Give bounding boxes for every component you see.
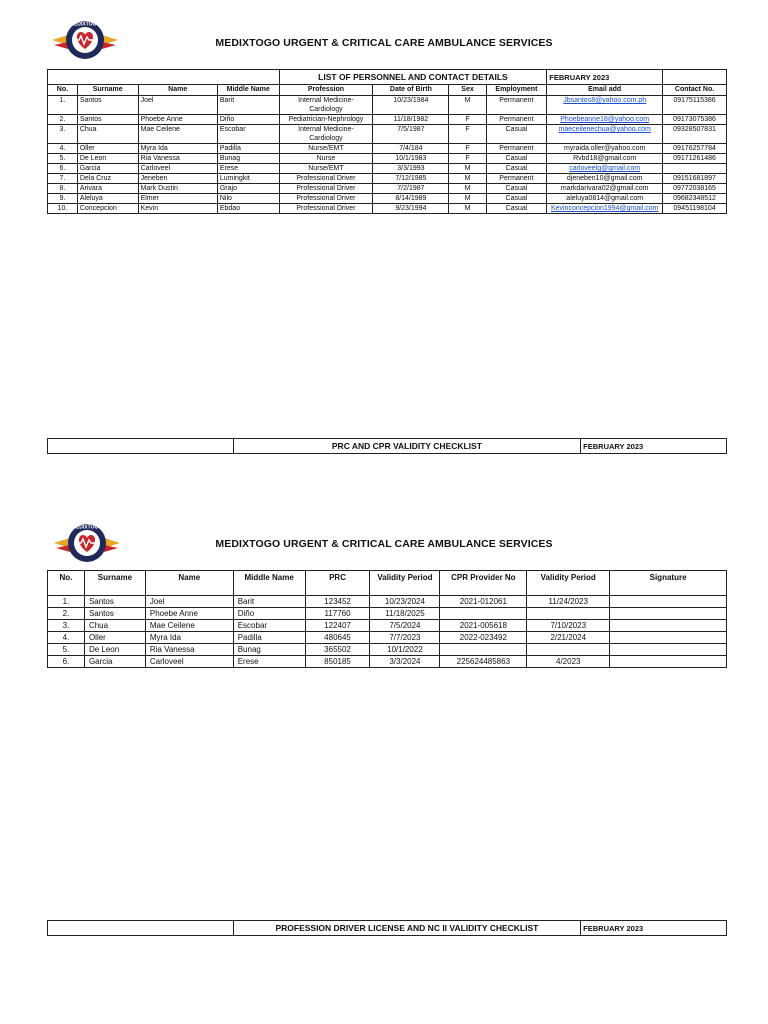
cell-name: Joel <box>138 96 217 115</box>
cell-validity: 7/7/2023 <box>370 632 440 644</box>
cell-no: 2. <box>48 608 85 620</box>
cell-surname: De Leon <box>77 154 138 164</box>
col-header: Employment <box>486 85 547 96</box>
col-header: Contact No. <box>663 85 727 96</box>
col-header: CPR Provider No <box>440 571 527 596</box>
prc-checklist-date: FEBRUARY 2023 <box>581 439 727 454</box>
cell-dob: 7/4/184 <box>373 144 449 154</box>
cell-name: Ria Vanessa <box>138 154 217 164</box>
cell-email: aleluya0814@gmail.com <box>547 194 663 204</box>
cell-cpr_validity <box>527 644 610 656</box>
cell-no: 5. <box>48 154 78 164</box>
col-header: Middle Name <box>233 571 305 596</box>
cell-profession: Professional Driver <box>279 204 373 214</box>
prc-checklist-banner <box>47 438 727 454</box>
cell-surname: Santos <box>77 115 138 125</box>
cell-middle: Diño <box>217 115 279 125</box>
cell-profession: Nurse/EMT <box>279 144 373 154</box>
signature-cell <box>610 656 727 668</box>
cell-name: Phoebe Anne <box>138 115 217 125</box>
cell-name: Myra Ida <box>138 144 217 154</box>
cell-middle: Grajo <box>217 184 279 194</box>
cell-profession: Internal Medicine-Cardiology <box>279 125 373 144</box>
col-header: Email add <box>547 85 663 96</box>
svg-text:MEDIXTOGO: MEDIXTOGO <box>71 524 103 531</box>
personnel-date: FEBRUARY 2023 <box>547 70 663 85</box>
cell-prc: 850185 <box>305 656 370 668</box>
cell-sex: F <box>449 115 486 125</box>
cell-surname: Chua <box>77 125 138 144</box>
cell-sex: F <box>449 144 486 154</box>
prc-header-row <box>48 571 727 596</box>
cell-name: Carloveel <box>138 164 217 174</box>
table-row <box>48 608 727 620</box>
cell-email: Rvbd18@gmail.com <box>547 154 663 164</box>
organization-title: MEDIXTOGO URGENT & CRITICAL CARE AMBULANCE SERVICES <box>215 538 553 550</box>
cell-dob: 9/23/1994 <box>373 204 449 214</box>
cell-no: 3. <box>48 125 78 144</box>
cell-name: Elmer <box>138 194 217 204</box>
cell-employment: Casual <box>486 164 547 174</box>
organization-title: MEDIXTOGO URGENT & CRITICAL CARE AMBULANCE SERVICES <box>215 37 553 49</box>
cell-name: Ria Vanessa <box>145 644 233 656</box>
driver-checklist-date: FEBRUARY 2023 <box>581 921 727 936</box>
cell-middle: Bunag <box>233 644 305 656</box>
email-link[interactable]: carloveelg@gmail.com <box>547 164 663 174</box>
cell-cpr <box>440 644 527 656</box>
cell-profession: Professional Driver <box>279 174 373 184</box>
cell-middle: Erese <box>217 164 279 174</box>
cell-no: 9. <box>48 194 78 204</box>
cell-cpr_validity: 7/10/2023 <box>527 620 610 632</box>
cell-sex: F <box>449 154 486 164</box>
cell-middle: Diño <box>233 608 305 620</box>
cell-name: Joel <box>145 596 233 608</box>
cell-middle: Barit <box>217 96 279 115</box>
cell-email: djeneben10@gmail.com <box>547 174 663 184</box>
cell-cpr: 2021-005618 <box>440 620 527 632</box>
table-row <box>48 125 727 144</box>
table-row <box>48 144 727 154</box>
cell-contact: 09175115386 <box>663 96 727 115</box>
cell-no: 6. <box>48 656 85 668</box>
cell-employment: Permanent <box>486 144 547 154</box>
cell-no: 8. <box>48 184 78 194</box>
cell-middle: Padilla <box>233 632 305 644</box>
cell-sex: M <box>449 164 486 174</box>
cell-surname: Santos <box>77 96 138 115</box>
cell-contact: 09173075386 <box>663 115 727 125</box>
cell-no: 4. <box>48 632 85 644</box>
col-header: Name <box>138 85 217 96</box>
cell-middle: Escobar <box>233 620 305 632</box>
prc-checklist-title: PRC AND CPR VALIDITY CHECKLIST <box>233 439 580 454</box>
col-header: Sex <box>449 85 486 96</box>
cell-name: Phoebe Anne <box>145 608 233 620</box>
cell-dob: 7/5/1987 <box>373 125 449 144</box>
cell-name: Mae Ceilene <box>145 620 233 632</box>
cell-middle: Nilo <box>217 194 279 204</box>
signature-cell <box>610 620 727 632</box>
cell-name: Myra Ida <box>145 632 233 644</box>
cell-sex: M <box>449 174 486 184</box>
cell-employment: Casual <box>486 194 547 204</box>
table-row <box>48 194 727 204</box>
cell-surname: Santos <box>84 608 145 620</box>
col-header: Validity Period <box>527 571 610 596</box>
cell-contact: 09772038165 <box>663 184 727 194</box>
cell-employment: Casual <box>486 204 547 214</box>
cell-email: markdarivara02@gmail.com <box>547 184 663 194</box>
cell-name: Kevin <box>138 204 217 214</box>
cell-name: Carloveel <box>145 656 233 668</box>
cell-profession: Pediatrician-Nephrology <box>279 115 373 125</box>
cell-no: 10. <box>48 204 78 214</box>
email-link[interactable]: Jbsantos8@yahoo.com.ph <box>547 96 663 115</box>
cell-middle: Bunag <box>217 154 279 164</box>
cell-no: 7. <box>48 174 78 184</box>
table-row <box>48 632 727 644</box>
cell-contact: 09171261486 <box>663 154 727 164</box>
cell-profession: Nurse <box>279 154 373 164</box>
cell-dob: 3/3/1993 <box>373 164 449 174</box>
svg-text:MEDIXTOGO: MEDIXTOGO <box>69 21 101 28</box>
table-row <box>48 620 727 632</box>
driver-checklist-title: PROFESSION DRIVER LICENSE AND NC II VALIDITY CHECKLIST <box>233 921 580 936</box>
cell-profession: Internal Medicine-Cardiology <box>279 96 373 115</box>
cell-profession: Professional Driver <box>279 194 373 204</box>
cell-validity: 10/23/2024 <box>370 596 440 608</box>
cell-surname: Oller <box>84 632 145 644</box>
cell-prc: 123452 <box>305 596 370 608</box>
cell-prc: 117760 <box>305 608 370 620</box>
personnel-table <box>47 69 727 214</box>
cell-cpr_validity: 11/24/2023 <box>527 596 610 608</box>
cell-prc: 365502 <box>305 644 370 656</box>
signature-cell <box>610 644 727 656</box>
col-header: Date of Birth <box>373 85 449 96</box>
cell-surname: Dela Cruz <box>77 174 138 184</box>
table-row <box>48 164 727 174</box>
table-row <box>48 644 727 656</box>
signature-cell <box>610 596 727 608</box>
col-header: No. <box>48 571 85 596</box>
cell-middle: Lumingkit <box>217 174 279 184</box>
cell-validity: 11/18/2025 <box>370 608 440 620</box>
cell-middle: Ebdao <box>217 204 279 214</box>
cell-prc: 122407 <box>305 620 370 632</box>
col-header: PRC <box>305 571 370 596</box>
col-header: Name <box>145 571 233 596</box>
table-row <box>48 115 727 125</box>
cell-validity: 3/3/2024 <box>370 656 440 668</box>
cell-sex: M <box>449 184 486 194</box>
cell-prc: 480645 <box>305 632 370 644</box>
cell-no: 3. <box>48 620 85 632</box>
personnel-title: LIST OF PERSONNEL AND CONTACT DETAILS <box>279 70 547 85</box>
cell-contact: 09682348512 <box>663 194 727 204</box>
cell-middle: Barit <box>233 596 305 608</box>
col-header: Validity Period <box>370 571 440 596</box>
cell-contact: 09451198104 <box>663 204 727 214</box>
cell-no: 6. <box>48 164 78 174</box>
cell-employment: Permanent <box>486 115 547 125</box>
table-row <box>48 656 727 668</box>
cell-employment: Casual <box>486 184 547 194</box>
cell-dob: 8/14/1989 <box>373 194 449 204</box>
cell-surname: Santos <box>84 596 145 608</box>
cell-dob: 7/2/1987 <box>373 184 449 194</box>
cell-cpr <box>440 608 527 620</box>
cell-middle: Escobar <box>217 125 279 144</box>
cell-profession: Nurse/EMT <box>279 164 373 174</box>
cell-name: Jeneben <box>138 174 217 184</box>
cell-employment: Casual <box>486 154 547 164</box>
cell-contact: 09176257784 <box>663 144 727 154</box>
cell-validity: 10/1/2022 <box>370 644 440 656</box>
table-row <box>48 184 727 194</box>
cell-contact: 09328507831 <box>663 125 727 144</box>
cell-surname: De Leon <box>84 644 145 656</box>
cell-profession: Professional Driver <box>279 184 373 194</box>
cell-name: Mae Ceilene <box>138 125 217 144</box>
cell-sex: F <box>449 125 486 144</box>
cell-surname: Garcia <box>77 164 138 174</box>
col-header: Surname <box>77 85 138 96</box>
signature-cell <box>610 608 727 620</box>
cell-sex: M <box>449 204 486 214</box>
cell-surname: Concepcion <box>77 204 138 214</box>
cell-surname: Aleluya <box>77 194 138 204</box>
cell-surname: Arivara <box>77 184 138 194</box>
cell-no: 1. <box>48 96 78 115</box>
col-header: No. <box>48 85 78 96</box>
col-header: Profession <box>279 85 373 96</box>
cell-dob: 7/12/1985 <box>373 174 449 184</box>
cell-cpr_validity <box>527 608 610 620</box>
cell-no: 5. <box>48 644 85 656</box>
table-row <box>48 96 727 115</box>
table-row <box>48 204 727 214</box>
col-header: Surname <box>84 571 145 596</box>
cell-sex: M <box>449 96 486 115</box>
cell-employment: Casual <box>486 125 547 144</box>
cell-middle: Padilla <box>217 144 279 154</box>
col-header: Middle Name <box>217 85 279 96</box>
cell-name: Mark Dustin <box>138 184 217 194</box>
cell-no: 4. <box>48 144 78 154</box>
email-link[interactable]: Kevinconcepcion1994@gmail.com <box>547 204 663 214</box>
cell-no: 1. <box>48 596 85 608</box>
cell-cpr_validity: 4/2023 <box>527 656 610 668</box>
cell-contact: 09151681897 <box>663 174 727 184</box>
cell-email: myraida.oller@yahoo.com <box>547 144 663 154</box>
cell-contact <box>663 164 727 174</box>
cell-validity: 7/5/2024 <box>370 620 440 632</box>
email-link[interactable]: Phoebeanne18@yahoo.com <box>547 115 663 125</box>
cell-dob: 10/1/1983 <box>373 154 449 164</box>
email-link[interactable]: maeceilenechua@yahoo.com <box>547 125 663 144</box>
cell-employment: Permanent <box>486 96 547 115</box>
cell-cpr_validity: 2/21/2024 <box>527 632 610 644</box>
cell-surname: Chua <box>84 620 145 632</box>
cell-cpr: 225624485863 <box>440 656 527 668</box>
cell-no: 2. <box>48 115 78 125</box>
cell-dob: 11/18/1982 <box>373 115 449 125</box>
table-row <box>48 596 727 608</box>
prc-table <box>47 570 727 668</box>
cell-employment: Permanent <box>486 174 547 184</box>
cell-cpr: 2022-023492 <box>440 632 527 644</box>
cell-surname: Oller <box>77 144 138 154</box>
personnel-header-row <box>48 85 727 96</box>
personnel-title-row <box>48 70 727 85</box>
table-row <box>48 174 727 184</box>
cell-middle: Erese <box>233 656 305 668</box>
signature-cell <box>610 632 727 644</box>
driver-checklist-banner <box>47 920 727 936</box>
cell-surname: Garcia <box>84 656 145 668</box>
cell-cpr: 2021-012061 <box>440 596 527 608</box>
cell-dob: 10/23/1984 <box>373 96 449 115</box>
cell-sex: M <box>449 194 486 204</box>
col-header: Signature <box>610 571 727 596</box>
table-row <box>48 154 727 164</box>
